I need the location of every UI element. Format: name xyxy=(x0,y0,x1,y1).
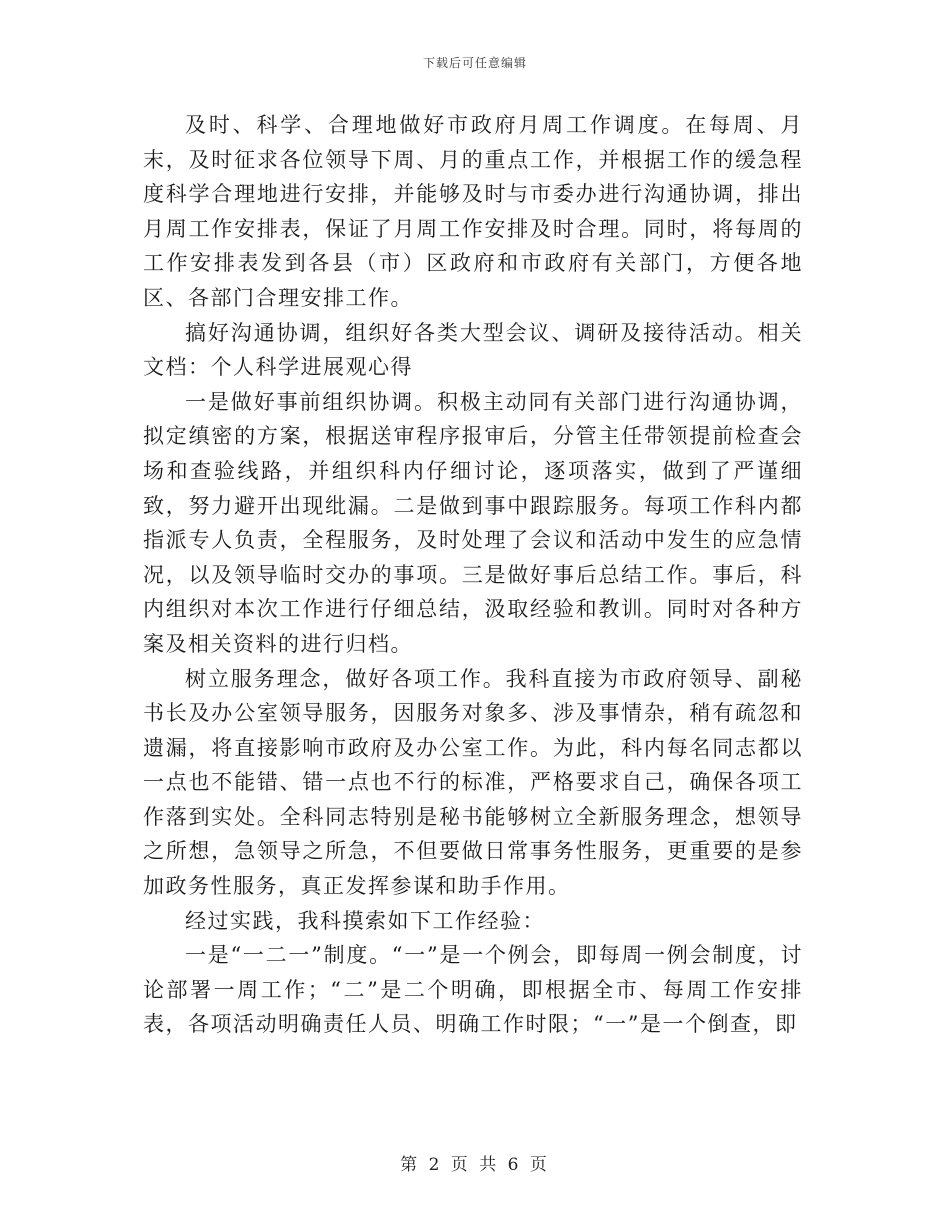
paragraph-1: 及时、科学、合理地做好市政府月周工作调度。在每周、月末，及时征求各位领导下周、月的重点工作，并根据工作的缓急程度科学合理地进行安排，并能够及时与市委办进行沟通协调，排出月周工作安排表，保证了月周工作安排及时合理。同时，将每周的工作安排表发到各县（市）区政府和市政府有关部门，方便各地区、各部门合理安排工作。 xyxy=(143,113,803,310)
page-header-note: 下载后可任意编辑 xyxy=(422,56,527,70)
paragraph-5: 经过实践，我科摸索如下工作经验： xyxy=(185,908,545,933)
document-body xyxy=(143,108,803,1042)
paragraph-6: 一是“一二一”制度。“一”是一个例会，即每周一例会制度，讨论部署一周工作；“二”是二个明确，即根据全市、每周工作安排表，各项活动明确责任人员、明确工作时限；“一”是一个倒查，即 xyxy=(143,943,803,1037)
paragraph-3: 一是做好事前组织协调。积极主动同有关部门进行沟通协调，拟定缜密的方案，根据送审程序报审后，分管主任带领提前检查会场和查验线路，并组织科内仔细讨论，逐项落实，做到了严谨细致，努力避开出现纰漏。二是做到事中跟踪服务。每项工作科内都指派专人负责，全程服务，及时处理了会议和活动中发生的应急情况，以及领导临时交办的事项。三是做好事后总结工作。事后，科内组织对本次工作进行仔细总结，汲取经验和教训。同时对各种方案及相关资料的进行归档。 xyxy=(143,389,803,656)
page-number: 第 2 页 共 6 页 xyxy=(400,1155,550,1175)
paragraph-4: 树立服务理念，做好各项工作。我科直接为市政府领导、副秘书长及办公室领导服务，因服务对象多、涉及事情杂，稍有疏忽和遗漏，将直接影响市政府及办公室工作。为此，科内每名同志都以一点也不能错、错一点也不行的标准，严格要求自己，确保各项工作落到实处。全科同志特别是秘书能够树立全新服务理念，想领导之所想，急领导之所急，不但要做日常事务性服务，更重要的是参加政务性服务，真正发挥参谋和助手作用。 xyxy=(143,666,803,899)
paragraph-2: 搞好沟通协调，组织好各类大型会议、调研及接待活动。相关文档：个人科学进展观心得 xyxy=(143,320,803,380)
